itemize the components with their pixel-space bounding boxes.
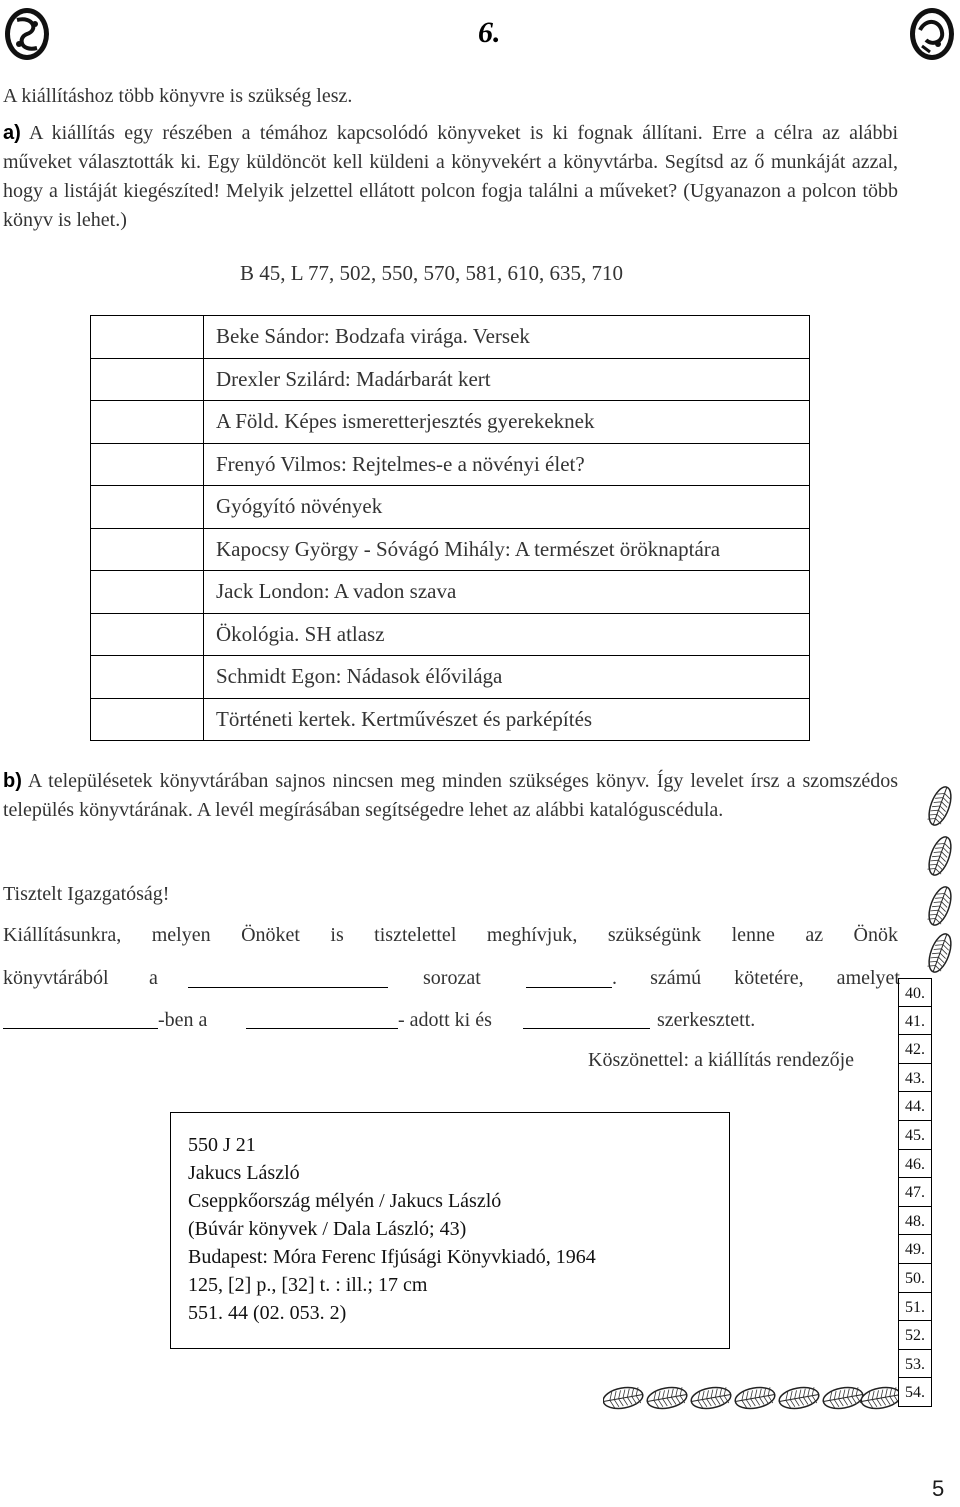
- book-title-cell: Gyógyító növények: [204, 486, 810, 529]
- score-number-cell: 41.: [898, 1007, 932, 1036]
- score-number-cell: 53.: [898, 1350, 932, 1379]
- book-row: [91, 401, 810, 444]
- score-number-cell: 51.: [898, 1293, 932, 1322]
- leaf-row: [603, 1378, 898, 1418]
- leaf-icon: [925, 931, 956, 975]
- score-number-cell: 49.: [898, 1235, 932, 1264]
- leaf-icon: [925, 834, 956, 878]
- catalog-card-line: Cseppkőország mélyén / Jakucs László: [188, 1190, 502, 1212]
- book-row: [91, 571, 810, 614]
- book-row: [91, 656, 810, 699]
- book-row: [91, 613, 810, 656]
- score-number-cell: 43.: [898, 1064, 932, 1093]
- score-number-cell: 44.: [898, 1092, 932, 1121]
- shelf-code-cell[interactable]: [91, 656, 204, 699]
- shelf-code-cell[interactable]: [91, 358, 204, 401]
- catalog-card-line: 125, [2] p., [32] t. : ill.; 17 cm: [188, 1274, 428, 1296]
- book-row: [91, 528, 810, 571]
- book-title-cell: Schmidt Egon: Nádasok élővilága: [204, 656, 810, 699]
- score-number-cell: 54.: [898, 1378, 932, 1407]
- book-title-cell: Beke Sándor: Bodzafa virága. Versek: [204, 316, 810, 359]
- exercise-number: 6.: [478, 16, 501, 49]
- book-title-cell: Történeti kertek. Kertművészet és parképítés: [204, 698, 810, 741]
- leaf-icon: [646, 1385, 689, 1412]
- blank-editor[interactable]: [523, 1028, 650, 1029]
- part-b-text: A településetek könyvtárában sajnos nincsen meg minden szükséges könyv. Így levelet írsz a szomszédos település könyvtárának. A levél megírásában segítségedre lehet az alábbi katalóguscédula.: [3, 770, 898, 821]
- book-table: [90, 315, 810, 741]
- letter-line2-word3: sorozat: [423, 967, 481, 989]
- leaf-icon: [690, 1385, 733, 1412]
- score-number-cell: 47.: [898, 1178, 932, 1207]
- blank-volume-number[interactable]: [526, 987, 612, 988]
- leaf-icon: [734, 1385, 777, 1412]
- letter-closing: Köszönettel: a kiállítás rendezője: [588, 1049, 855, 1071]
- blank-publisher[interactable]: [246, 1028, 398, 1029]
- book-title-cell: Jack London: A vadon szava: [204, 571, 810, 614]
- letter-line-1: Kiállításunkra, melyen Önöket is tisztelettel meghívjuk, szükségünk lenne az Önök: [3, 924, 898, 946]
- book-title-cell: Kapocsy György - Sóvágó Mihály: A természet öröknaptára: [204, 528, 810, 571]
- shelf-code-cell[interactable]: [91, 401, 204, 444]
- book-title-cell: Drexler Szilárd: Madárbarát kert: [204, 358, 810, 401]
- score-number-cell: 45.: [898, 1121, 932, 1150]
- letter-line3-word2: - adott ki és: [398, 1009, 492, 1031]
- leaf-icon: [603, 1385, 644, 1412]
- shelf-code-cell[interactable]: [91, 486, 204, 529]
- book-row: [91, 358, 810, 401]
- catalog-card-line: Budapest: Móra Ferenc Ifjúsági Könyvkiadó, 1964: [188, 1246, 596, 1268]
- score-number-column: [898, 978, 932, 1407]
- shelf-code-cell[interactable]: [91, 571, 204, 614]
- book-title-cell: Ökológia. SH atlasz: [204, 613, 810, 656]
- leaf-icon: [778, 1385, 821, 1412]
- score-number-cell: 42.: [898, 1035, 932, 1064]
- blank-place[interactable]: [3, 1028, 158, 1029]
- letter-line2-word4: . számú kötetére, amelyet: [612, 967, 900, 989]
- part-a-label: a): [3, 122, 21, 144]
- book-row: [91, 486, 810, 529]
- book-row: [91, 443, 810, 486]
- book-title-cell: A Föld. Képes ismeretterjesztés gyerekeknek: [204, 401, 810, 444]
- shelf-code-cell[interactable]: [91, 698, 204, 741]
- score-number-cell: 40.: [898, 978, 932, 1007]
- letter-line3-word3: szerkesztett.: [657, 1009, 756, 1031]
- letter-line3-word1: -ben a: [158, 1009, 208, 1031]
- emblem-right-icon: [908, 6, 956, 62]
- score-number-cell: 48.: [898, 1207, 932, 1236]
- catalog-card-line: (Búvár könyvek / Dala László; 43): [188, 1218, 467, 1240]
- part-a-text: A kiállítás egy részében a témához kapcsolódó könyveket is ki fognak állítani. Erre a célra az alábbi műveket választották ki. Egy küldöncöt kell küldeni a könyvekért a könyvtárba. Segítsd az ő munkáját azzal, hogy a listáját kiegészíted! Melyik jelzettel ellátott polcon fogja találni a műveket? (Ugyanazon a polcon több könyv is lehet.): [3, 122, 898, 231]
- leaf-icon: [925, 784, 956, 828]
- intro-text: A kiállításhoz több könyvre is szükség lesz.: [3, 85, 353, 107]
- emblem-left-icon: [3, 6, 51, 62]
- score-number-cell: 50.: [898, 1264, 932, 1293]
- leaf-icon: [925, 884, 956, 928]
- book-title-cell: Frenyó Vilmos: Rejtelmes-e a növényi élet?: [204, 443, 810, 486]
- catalog-card-line: 551. 44 (02. 053. 2): [188, 1302, 347, 1324]
- part-a-paragraph: [3, 119, 898, 235]
- part-b-label: b): [3, 770, 22, 792]
- shelf-codes: B 45, L 77, 502, 550, 570, 581, 610, 635, 710: [240, 261, 624, 285]
- part-b-paragraph: [3, 767, 898, 825]
- letter-line2-word1: könyvtárából: [3, 967, 109, 989]
- book-row: [91, 316, 810, 359]
- page-number: 5: [932, 1476, 945, 1501]
- shelf-code-cell[interactable]: [91, 613, 204, 656]
- leaf-icon: [860, 1385, 898, 1412]
- shelf-code-cell[interactable]: [91, 316, 204, 359]
- shelf-code-cell[interactable]: [91, 443, 204, 486]
- leaf-icon: [822, 1385, 865, 1412]
- score-number-cell: 46.: [898, 1150, 932, 1179]
- score-number-cell: 52.: [898, 1321, 932, 1350]
- leaf-column: [918, 778, 960, 978]
- catalog-card-line: Jakucs László: [188, 1162, 300, 1184]
- book-row: [91, 698, 810, 741]
- catalog-card-line: 550 J 21: [188, 1134, 256, 1156]
- letter-salutation: Tisztelt Igazgatóság!: [3, 883, 170, 905]
- letter-line2-word2: a: [149, 967, 158, 989]
- catalog-card: [170, 1112, 730, 1349]
- shelf-code-cell[interactable]: [91, 528, 204, 571]
- blank-series-title[interactable]: [188, 987, 388, 988]
